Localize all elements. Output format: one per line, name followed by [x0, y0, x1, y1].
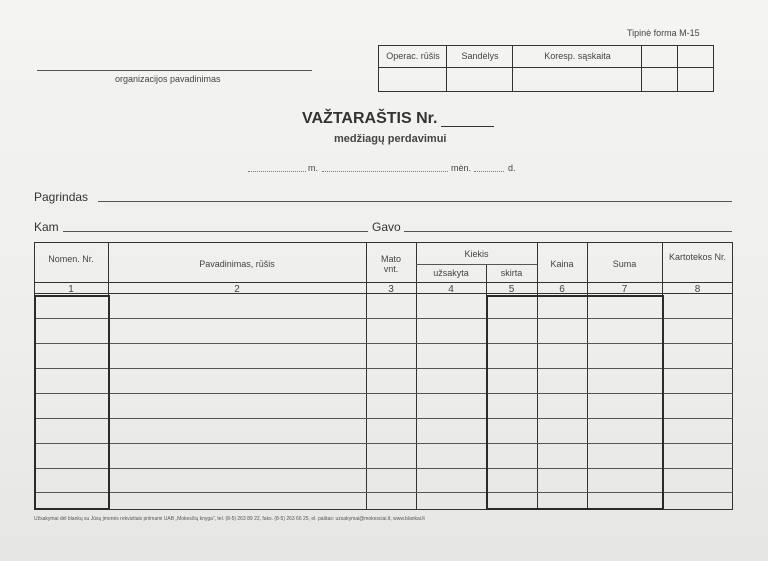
warehouse-header: Sandėlys — [461, 51, 499, 61]
items-table — [34, 242, 733, 510]
header-unit: Mato vnt. — [380, 254, 401, 274]
column-number: 1 — [68, 284, 74, 295]
org-name-line[interactable] — [37, 70, 312, 71]
basis-label: Pagrindas — [34, 190, 89, 204]
header-sum: Suma — [612, 259, 637, 269]
header-name: Pavadinimas, rūšis — [199, 259, 275, 269]
day-suffix: d. — [508, 163, 516, 173]
recipient-field[interactable] — [63, 231, 368, 232]
recipient-label: Kam — [34, 220, 59, 234]
column-number: 8 — [694, 284, 701, 295]
column-number: 2 — [234, 284, 240, 295]
year-field[interactable] — [248, 171, 306, 172]
column-number: 7 — [621, 284, 628, 295]
received-by-field[interactable] — [404, 231, 732, 232]
header-ordered: užsakyta — [433, 268, 469, 278]
column-number: 4 — [448, 284, 454, 295]
document-title: VAŽTARAŠTIS Nr. — [302, 110, 438, 127]
org-name-label: organizacijos pavadinimas — [115, 74, 221, 84]
header-card-number: Kartotekos Nr. — [668, 252, 727, 262]
operation-table — [378, 45, 714, 92]
header-bottom-line — [34, 282, 733, 283]
qty-subheader-line — [416, 264, 537, 265]
basis-field[interactable] — [98, 201, 732, 202]
issued-price-sum-highlight — [486, 295, 664, 510]
day-field[interactable] — [474, 171, 504, 172]
extra-cell-1[interactable] — [642, 46, 678, 91]
document-number-line[interactable] — [441, 126, 494, 127]
footer-note: Užsakymai dėl blankų su Jūsų įmonės rekvizitais priimami UAB „Mokesčių knyga“, tel. (8-5) 263 89 22, faks. (8-5) 263 66 25, el. paštas: uzsakymai@mokesciai.lt, www.blankai.lt — [34, 516, 425, 522]
received-by-label: Gavo — [372, 220, 401, 234]
year-suffix: m. — [308, 163, 318, 173]
column-number: 6 — [559, 284, 565, 295]
month-suffix: mėn. — [451, 163, 472, 173]
operation-type-header: Operac. rūšis — [386, 51, 440, 61]
nomen-column-highlight — [34, 295, 110, 510]
month-field[interactable] — [322, 171, 448, 172]
extra-cell-2[interactable] — [678, 46, 714, 91]
form-code: Tipinė forma M-15 — [627, 28, 700, 38]
document-subtitle: medžiagų perdavimui — [334, 133, 447, 145]
column-number: 3 — [388, 284, 394, 295]
corresponding-account-header: Koresp. sąskaita — [544, 51, 611, 61]
column-number: 5 — [508, 284, 515, 295]
header-nomen: Nomen. Nr. — [48, 254, 94, 264]
header-quantity: Kiekis — [464, 249, 489, 259]
header-issued: skirta — [500, 268, 523, 278]
header-price: Kaina — [550, 259, 574, 269]
